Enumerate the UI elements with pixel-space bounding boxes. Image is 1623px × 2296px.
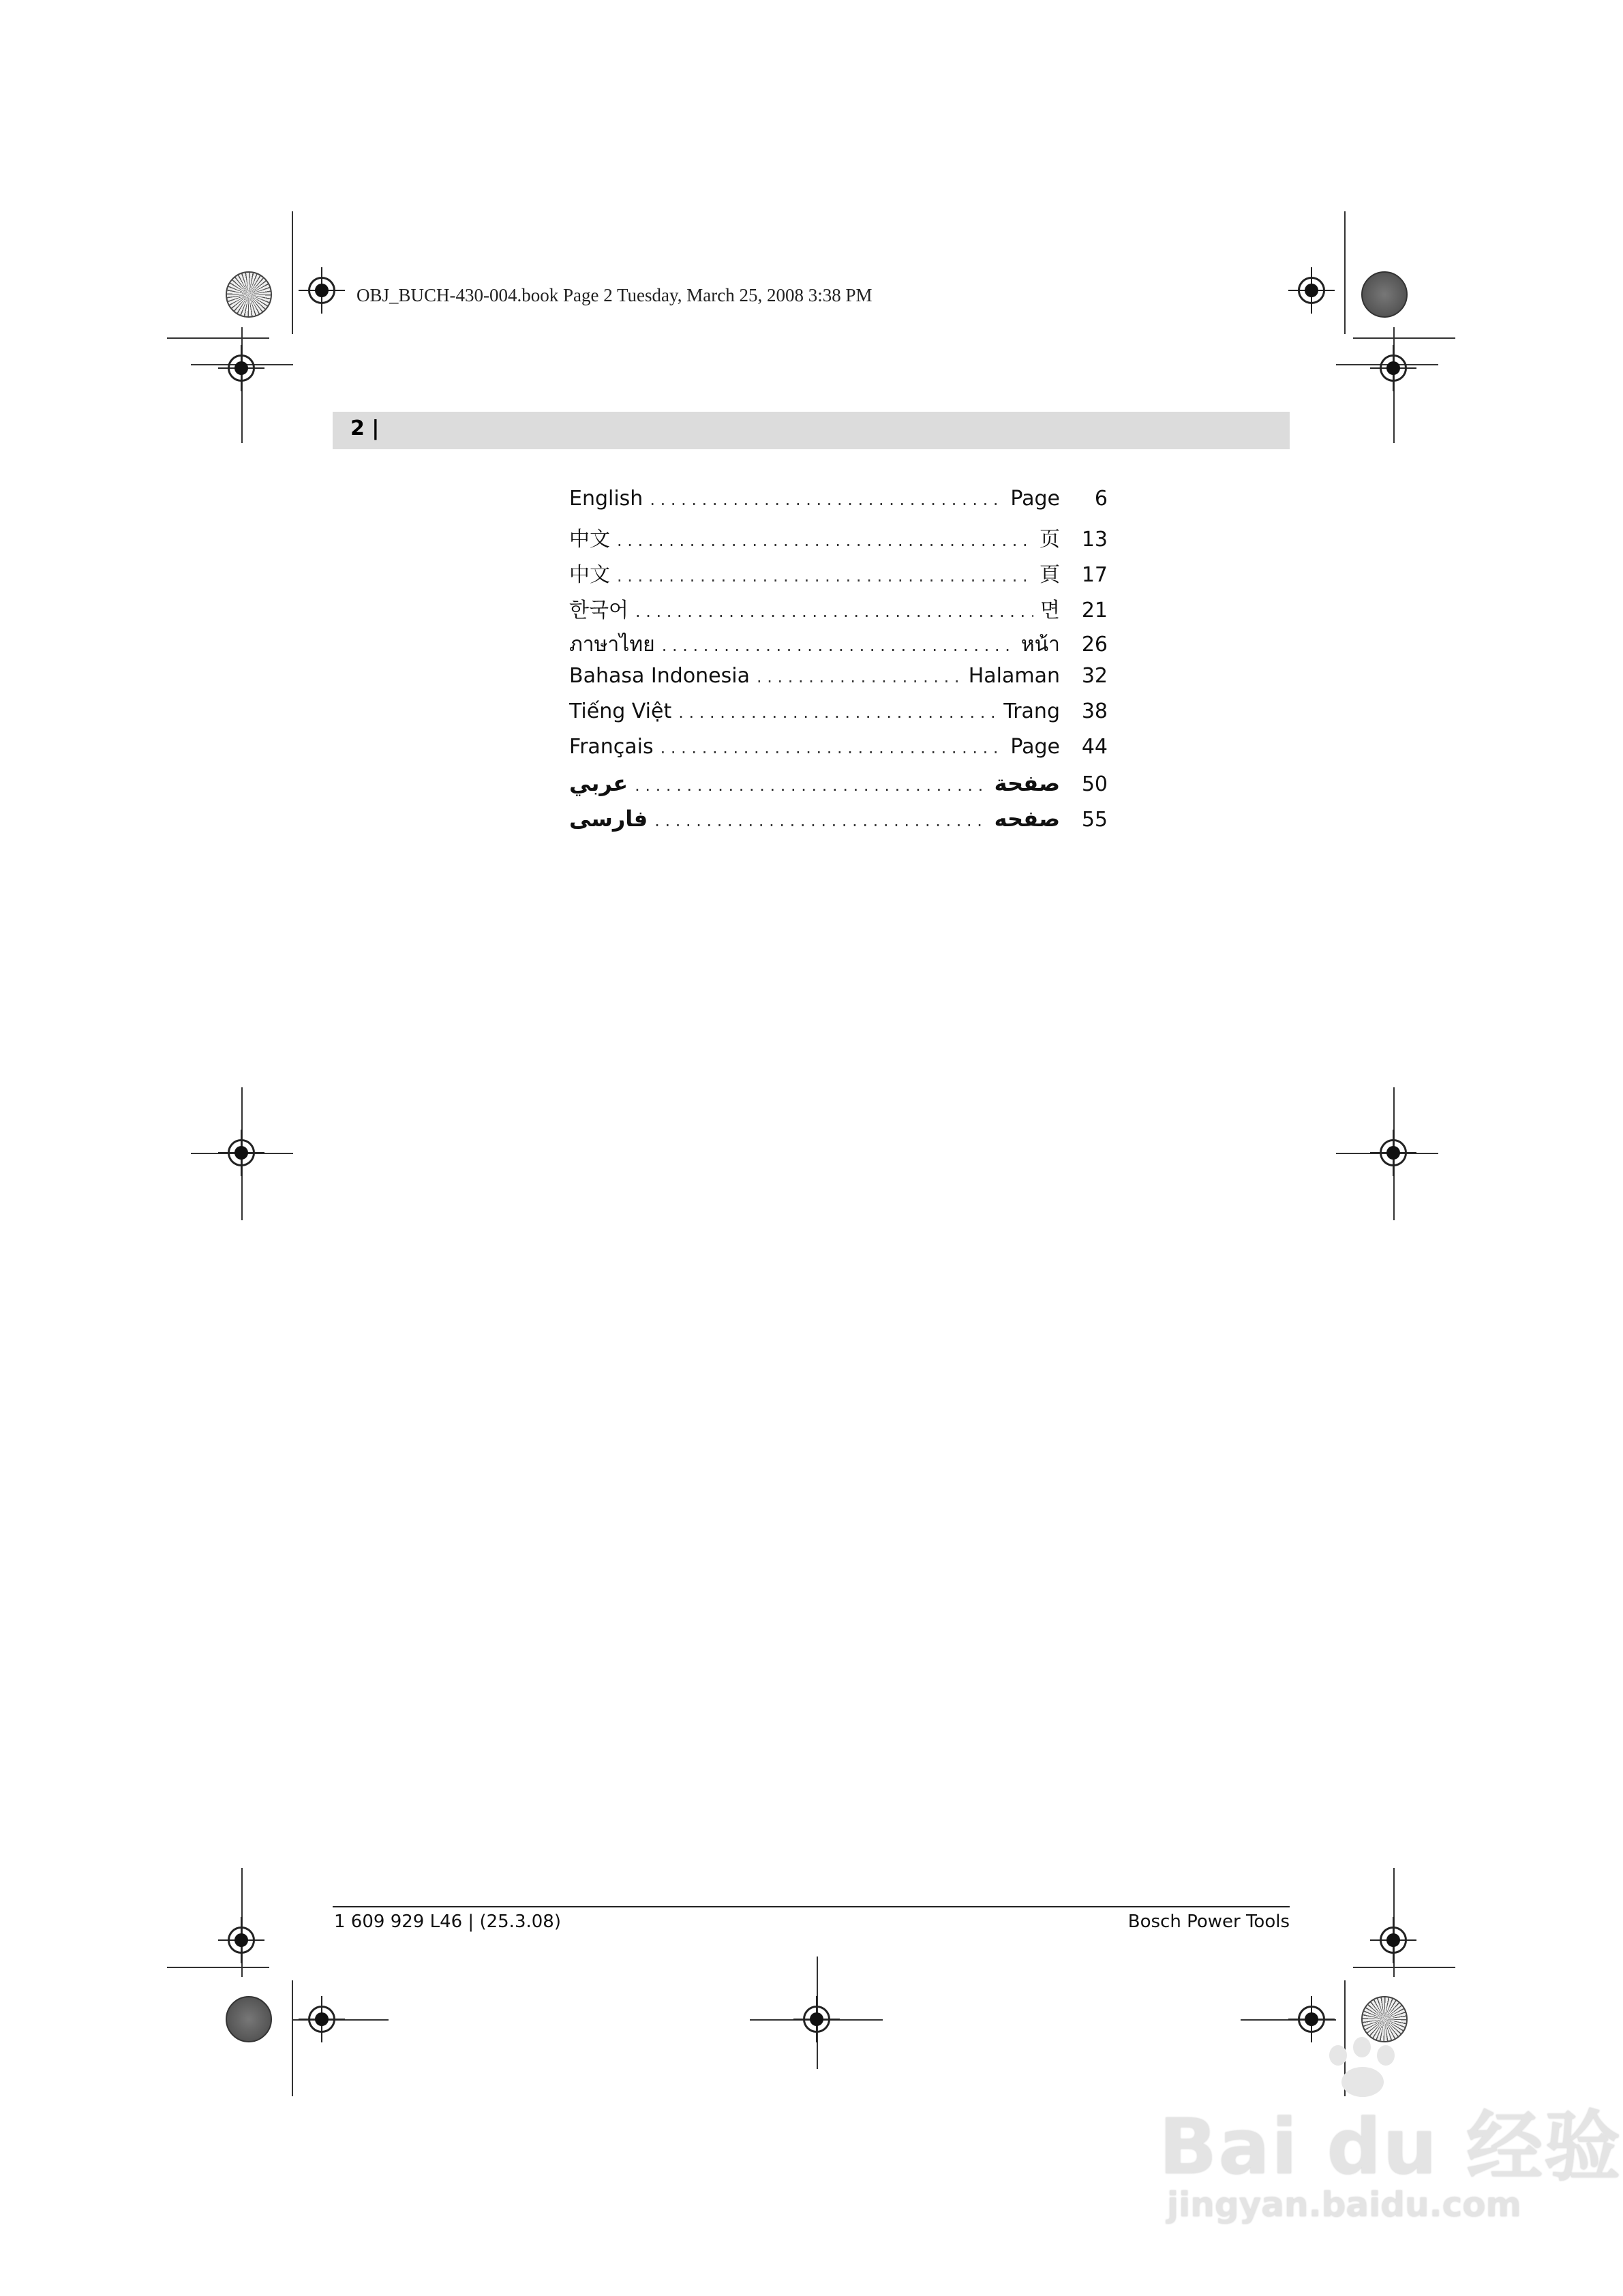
page-header-band (333, 412, 1290, 449)
registration-mark (1380, 1927, 1407, 1954)
watermark-logo: Bai du 经验 (1159, 2103, 1622, 2192)
registration-mark (1298, 277, 1325, 304)
toc-language: 한국어 (569, 599, 628, 622)
toc-entry-thai[interactable] (569, 629, 1108, 664)
toc-language: 中文 (569, 528, 610, 552)
watermark-url: jingyan.baidu.com (1167, 2185, 1521, 2224)
toc-page-number: 21 (1081, 599, 1108, 622)
toc-page-word: หน้า (1020, 633, 1060, 656)
registration-mark (228, 1139, 255, 1166)
registration-mark (1380, 1139, 1407, 1166)
dot-leader (661, 738, 1004, 757)
toc-page-number: 17 (1081, 563, 1108, 587)
toc-entry-french[interactable] (569, 735, 1108, 770)
printer-slug: OBJ_BUCH-430-004.book Page 2 Tuesday, March 25, 2008 3:38 PM (357, 285, 873, 305)
toc-language: عربي (569, 770, 628, 796)
toc-page-number: 13 (1081, 528, 1108, 552)
toc-page-word: Page (1010, 487, 1060, 511)
toc-language: Bahasa Indonesia (569, 664, 750, 688)
color-bar-star-mark (226, 271, 272, 318)
dot-leader (635, 602, 1033, 621)
dot-leader (662, 636, 1014, 655)
toc-language: English (569, 487, 643, 511)
toc-entry-arabic[interactable] (569, 770, 1108, 806)
dot-leader (635, 776, 987, 795)
toc-page-word: 页 (1040, 528, 1060, 552)
dot-leader (654, 811, 987, 830)
toc-page-word: Page (1010, 735, 1060, 759)
registration-mark (803, 2006, 830, 2033)
dot-leader (617, 531, 1033, 550)
toc-entry-english[interactable] (569, 487, 1108, 522)
toc-page-word: Halaman (968, 664, 1060, 688)
toc-entry-chinese-simplified[interactable] (569, 522, 1108, 558)
table-of-contents (569, 487, 1108, 841)
color-bar-star-mark (1361, 1996, 1408, 2042)
toc-page-word: صفحة (994, 770, 1060, 796)
registration-mark (1298, 2006, 1325, 2033)
registration-mark (308, 277, 335, 304)
toc-language: Français (569, 735, 654, 759)
toc-entry-vietnamese[interactable] (569, 699, 1108, 735)
dot-leader (678, 703, 997, 722)
registration-mark (228, 1927, 255, 1954)
registration-mark (228, 354, 255, 382)
toc-language: ภาษาไทย (569, 633, 655, 656)
toc-page-number: 44 (1081, 735, 1108, 759)
dot-leader (617, 567, 1033, 586)
toc-page-word: صفحه (994, 806, 1060, 832)
toc-page-word: 면 (1040, 599, 1060, 622)
toc-entry-korean[interactable] (569, 593, 1108, 629)
registration-mark (1380, 354, 1407, 382)
registration-mark (308, 2006, 335, 2033)
color-bar-disc-mark (1361, 271, 1408, 318)
toc-language: فارسی (569, 806, 648, 832)
color-bar-disc-mark (226, 1996, 272, 2042)
toc-page-number: 50 (1081, 772, 1108, 796)
footer-document-number: 1 609 929 L46 | (25.3.08) (334, 1912, 561, 1932)
footer-rule (333, 1906, 1290, 1907)
toc-page-number: 55 (1081, 808, 1108, 832)
toc-page-number: 6 (1094, 487, 1108, 511)
toc-entry-indonesian[interactable] (569, 664, 1108, 699)
dot-leader (650, 490, 1003, 509)
toc-language: 中文 (569, 563, 610, 587)
toc-page-number: 32 (1081, 664, 1108, 688)
page-number: 2 | (350, 417, 380, 440)
toc-page-number: 38 (1081, 699, 1108, 723)
toc-page-word: Trang (1003, 699, 1060, 723)
toc-entry-chinese-traditional[interactable] (569, 558, 1108, 593)
toc-entry-persian[interactable] (569, 806, 1108, 841)
toc-page-word: 頁 (1040, 563, 1060, 587)
dot-leader (757, 667, 962, 686)
toc-language: Tiếng Việt (569, 699, 672, 723)
footer-brand: Bosch Power Tools (1127, 1912, 1290, 1932)
toc-page-number: 26 (1081, 633, 1108, 656)
